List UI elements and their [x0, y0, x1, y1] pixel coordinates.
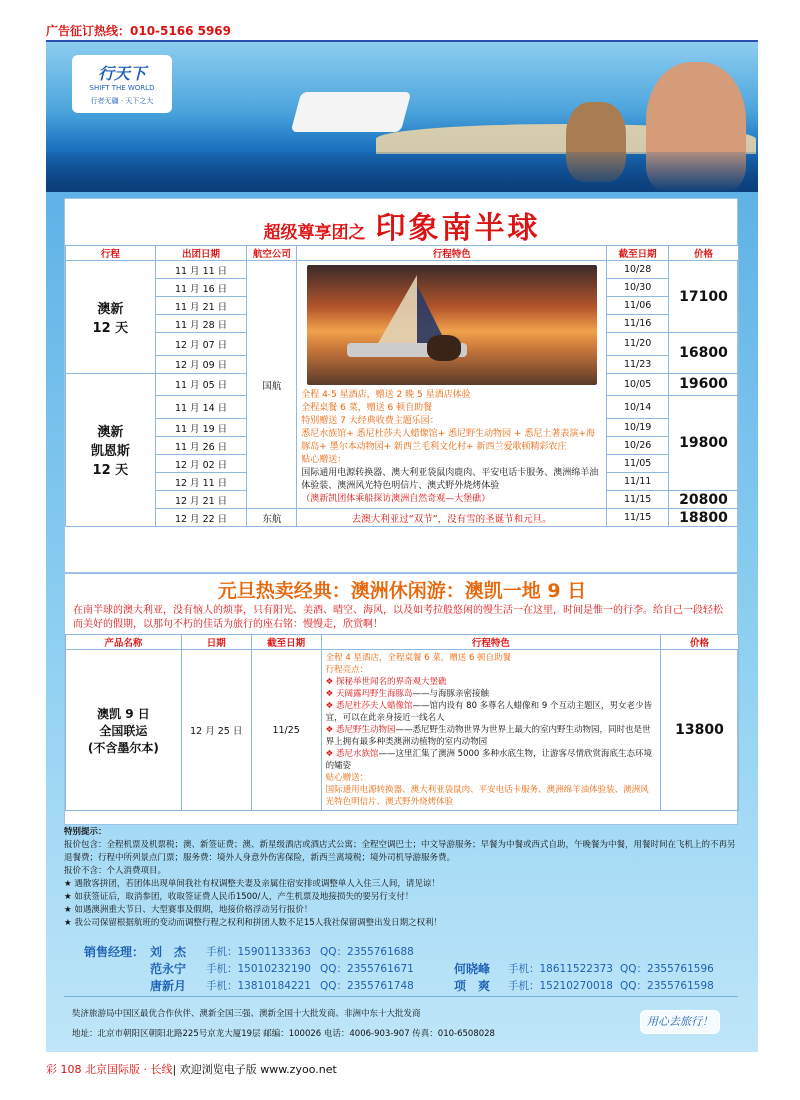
- header-features: 行程特色: [321, 635, 660, 650]
- deadline-cell: 10/28: [607, 261, 669, 279]
- p2-f2: 行程亮点：: [325, 665, 369, 675]
- notes-exclude: 报价不含：个人消费项目。: [64, 866, 167, 876]
- promo2-card: [64, 573, 738, 825]
- header-features: 行程特色: [297, 246, 607, 261]
- deadline-cell: 10/19: [607, 419, 669, 437]
- notes-n1: ★ 遇散客拼团，若团体出现单间我社有权调整夫妻及亲属住宿安排或调整单人入住三人间，请见谅！: [64, 879, 440, 889]
- p2-h3a: ❖ 悉尼杜莎夫人蜡像馆: [325, 701, 413, 711]
- footer-line1: 奘济旅游局中国区最优合作伙伴、澳新全国三强、澳新全国十大批发商、非洲中东十大批发商: [72, 1009, 421, 1019]
- promo1-title-main: 印象南半球: [375, 211, 541, 246]
- airline-guohang: 国航: [247, 261, 297, 509]
- notes-n4: ★ 我公司保留根据航班的变动而调整行程之权利和拼团人数不足15人我社保留调整出发日期之权利！: [64, 918, 443, 928]
- sales-phone: 手机：13810184221: [206, 980, 311, 992]
- sales-phone: 手机：15010232190: [206, 963, 311, 975]
- promo2-title: 元旦热卖经典：澳洲休闲游：澳凯一地 9 日: [217, 580, 587, 602]
- route-aoxin-kaiensi: 澳新 凯恩斯 12 天: [66, 373, 156, 526]
- product-deadline: 11/25: [251, 650, 321, 811]
- feat-l1: 全程 4-5 星酒店，赠送 2 晚 5 星酒店体验: [301, 390, 471, 400]
- feat-dongfang: 去澳大利亚过“双节”，没有雪的圣诞节和元旦。: [297, 509, 607, 527]
- promo1-title: [65, 203, 739, 247]
- p2-h4a: ❖ 悉尼野生动物园: [325, 725, 396, 735]
- company-footer: [72, 1004, 652, 1044]
- feat-l6: 国际通用电源转换器、澳大利亚袋鼠肉鹿肉、平安电话卡服务、澳洲绵羊油体验装、澳洲风光特色明信片、澳式野外烧烤体验: [301, 468, 599, 491]
- date-cell: 12 月 11 日: [155, 473, 247, 491]
- brand-logo: [72, 55, 172, 113]
- footer-divider: [64, 996, 738, 997]
- date-cell: 11 月 11 日: [155, 261, 247, 279]
- deadline-cell: 11/11: [607, 473, 669, 491]
- date-cell: 12 月 09 日: [155, 355, 247, 373]
- p2-h5a: ❖ 悉尼水族馆: [325, 749, 379, 759]
- features-cell: [297, 261, 607, 509]
- deadline-cell: 11/15: [607, 509, 669, 527]
- deadline-cell: 11/23: [607, 355, 669, 373]
- price-19800: 19800: [669, 396, 739, 491]
- sales-qq: QQ：2355761688: [320, 946, 414, 958]
- date-cell: 11 月 28 日: [155, 315, 247, 333]
- sunset-beach-photo: [307, 265, 597, 385]
- price-20800: 20800: [669, 491, 739, 509]
- p2-h2b: ——与海豚亲密接触: [412, 689, 489, 699]
- sales-phone: 手机：15901133363: [206, 946, 311, 958]
- date-cell: 11 月 14 日: [155, 396, 247, 419]
- website-link[interactable]: | 欢迎浏览电子版 www.zyoo.net: [172, 1063, 337, 1076]
- page-number: 彩 108: [46, 1063, 85, 1076]
- deadline-cell: 10/30: [607, 279, 669, 297]
- header-date: 出团日期: [155, 246, 247, 261]
- feat-l4: 悉尼水族馆+ 悉尼杜莎夫人蜡像馆+ 悉尼野生动物园 + 悉尼土著表演+海豚岛+ 墨尔本动物园+ 新西兰毛利文化村+ 新西兰爱歌顿精彩农庄: [301, 429, 595, 452]
- date-cell: 12 月 07 日: [155, 333, 247, 356]
- sales-name: 范永宁: [150, 962, 187, 976]
- logo-name: 行天下: [97, 64, 146, 83]
- header-price: 价格: [661, 635, 739, 650]
- ad-hotline: 广告征订热线：010-5166 5969: [46, 24, 232, 38]
- promo2-intro: 在南半球的澳大利亚，没有恼人的烦事，只有阳光、美酒、晴空、海风，以及如考拉般悠闲的慢生活一在这里，时间是惟一的行李。给自己一段轻松而美好的假期，以那句不朽的佳话为旅行的座右铭：慢慢走，欣赏啊！: [73, 605, 723, 630]
- feat-l5: 贴心赠送：: [301, 455, 347, 465]
- sales-phone: 手机：18611522373: [508, 963, 613, 975]
- deadline-cell: 11/15: [607, 491, 669, 509]
- sail-shape: [377, 275, 417, 345]
- sales-contacts: [64, 944, 738, 995]
- date-cell: 11 月 21 日: [155, 297, 247, 315]
- p2-h1: ❖ 探秘举世闻名的界奇观大堡礁: [325, 677, 447, 687]
- notes-include: 报价包含：全程机票及机票税；澳、新签证费；澳、新星级酒店或酒店式公寓；全程空调巴士；中文导游服务；早餐为中餐或西式自助，午晚餐为中餐，用餐时间在飞机上的不再另退餐费；行程中所列景点门票；服务费：境外人身意外伤害保险，新西兰离境税；境外司机导游服务费。: [64, 840, 736, 863]
- price-19600: 19600: [669, 373, 739, 396]
- price-18800: 18800: [669, 509, 739, 527]
- sales-qq: QQ：2355761671: [320, 963, 414, 975]
- p2-gift-title: 贴心赠送：: [325, 773, 369, 783]
- deadline-cell: 11/06: [607, 297, 669, 315]
- feat-l2: 全程桌餐 6 菜，赠送 6 顿自助餐: [301, 403, 433, 413]
- header-deadline: 截至日期: [607, 246, 669, 261]
- p2-h5b: ——这里汇集了澳洲 5000 多种水底生物，让游客尽情欣赏海底生态环境的孀姿: [325, 749, 652, 771]
- date-cell: 12 月 02 日: [155, 455, 247, 473]
- deadline-cell: 10/14: [607, 396, 669, 419]
- feat-l7: （澳新凯团体乘船探访澳洲自然奇观—大堡礁）: [301, 494, 491, 504]
- p2-gift: 国际通用电源转换器、澳大利亚袋鼠肉、平安电话卡服务、澳洲绵羊油体验装、澳洲风光特色明信片、澳式野外烧烤体验: [325, 785, 649, 807]
- sales-name: 唐新月: [150, 979, 187, 993]
- couple-silhouette: [427, 335, 461, 361]
- sales-name: 何晓峰: [454, 962, 491, 976]
- promo1-title-prefix: 超级尊享团之: [263, 223, 366, 243]
- page-bottom: [46, 1061, 337, 1077]
- deadline-cell: 10/05: [607, 373, 669, 396]
- price-13800: 13800: [661, 650, 739, 811]
- date-cell: 11 月 19 日: [155, 419, 247, 437]
- header-product: 产品名称: [66, 635, 182, 650]
- p2-f1: 全程 4 星酒店，全程桌餐 6 菜，赠送 6 顿自助餐: [325, 653, 512, 663]
- promo2-table: [65, 634, 739, 811]
- sales-qq: QQ：2355761596: [620, 963, 714, 975]
- header-airline: 航空公司: [247, 246, 297, 261]
- product-features: [321, 650, 660, 811]
- date-cell: 12 月 21 日: [155, 491, 247, 509]
- sales-phone: 手机：15210270018: [508, 980, 613, 992]
- price-16800: 16800: [669, 333, 739, 374]
- sales-name: 项 爽: [454, 979, 491, 993]
- sales-name: 刘 杰: [150, 945, 187, 959]
- deadline-cell: 11/05: [607, 455, 669, 473]
- notes-title: 特别提示：: [64, 827, 107, 837]
- p2-h4b: ——悉尼野生动物世界为世界上最大的室内野生动物园，同时也是世界上拥有最多种类澳洲动植物的室内动物园: [325, 725, 651, 747]
- logo-slogan: 行者无疆 · 天下之大: [90, 97, 154, 105]
- edition-label: 北京国际版 · 长线: [85, 1063, 173, 1076]
- logo-en: SHIFT THE WORLD: [89, 84, 155, 92]
- header-price: 价格: [669, 246, 739, 261]
- date-cell: 11 月 05 日: [155, 373, 247, 396]
- notes-n2: ★ 如获签证后，取消参团，收取签证费人民币1500/人，产生机票及地接损失的要另行支付！: [64, 892, 414, 902]
- product-name: 澳凯 9 日 全国联运 (不含墨尔本): [66, 650, 182, 811]
- reef-image: [46, 152, 758, 192]
- deadline-cell: 10/26: [607, 437, 669, 455]
- header-deadline: 截至日期: [251, 635, 321, 650]
- p2-h3b: ——馆内设有 80 多尊名人蜡像和 9 个互动主题区，男女老少皆宜，可以在此亲身接近一线名人: [325, 701, 652, 723]
- special-notes: [64, 826, 738, 930]
- sales-qq: QQ：2355761598: [620, 980, 714, 992]
- date-cell: 12 月 22 日: [155, 509, 247, 527]
- header-route: 行程: [66, 246, 156, 261]
- promo1-table: [65, 245, 739, 527]
- date-cell: 11 月 26 日: [155, 437, 247, 455]
- feat-l3: 特别赠送 7 大经典收费主题乐园：: [301, 416, 439, 426]
- price-17100: 17100: [669, 261, 739, 333]
- notes-n3: ★ 如遇澳洲重大节日、大型赛事及假期，地接价格浮动另行报价！: [64, 905, 313, 915]
- product-date: 12 月 25 日: [181, 650, 251, 811]
- footer-line2: 地址：北京市朝阳区朝阳北路225号京龙大厦19层 邮编：100026 电话：4006-903-907 传真：010-6508028: [72, 1029, 495, 1039]
- date-cell: 11 月 16 日: [155, 279, 247, 297]
- sales-label: 销售经理：: [84, 945, 145, 959]
- deadline-cell: 11/20: [607, 333, 669, 356]
- footer-slogan: 用心去旅行！: [640, 1010, 720, 1034]
- deadline-cell: 11/16: [607, 315, 669, 333]
- boat-image: [291, 92, 412, 132]
- airline-donghang: 东航: [247, 509, 297, 527]
- p2-h2a: ❖ 天阔露玛野生海豚岛: [325, 689, 413, 699]
- route-aoxin: 澳新 12 天: [66, 261, 156, 374]
- promo1-card: [64, 198, 738, 573]
- sales-qq: QQ：2355761748: [320, 980, 414, 992]
- header-date: 日期: [181, 635, 251, 650]
